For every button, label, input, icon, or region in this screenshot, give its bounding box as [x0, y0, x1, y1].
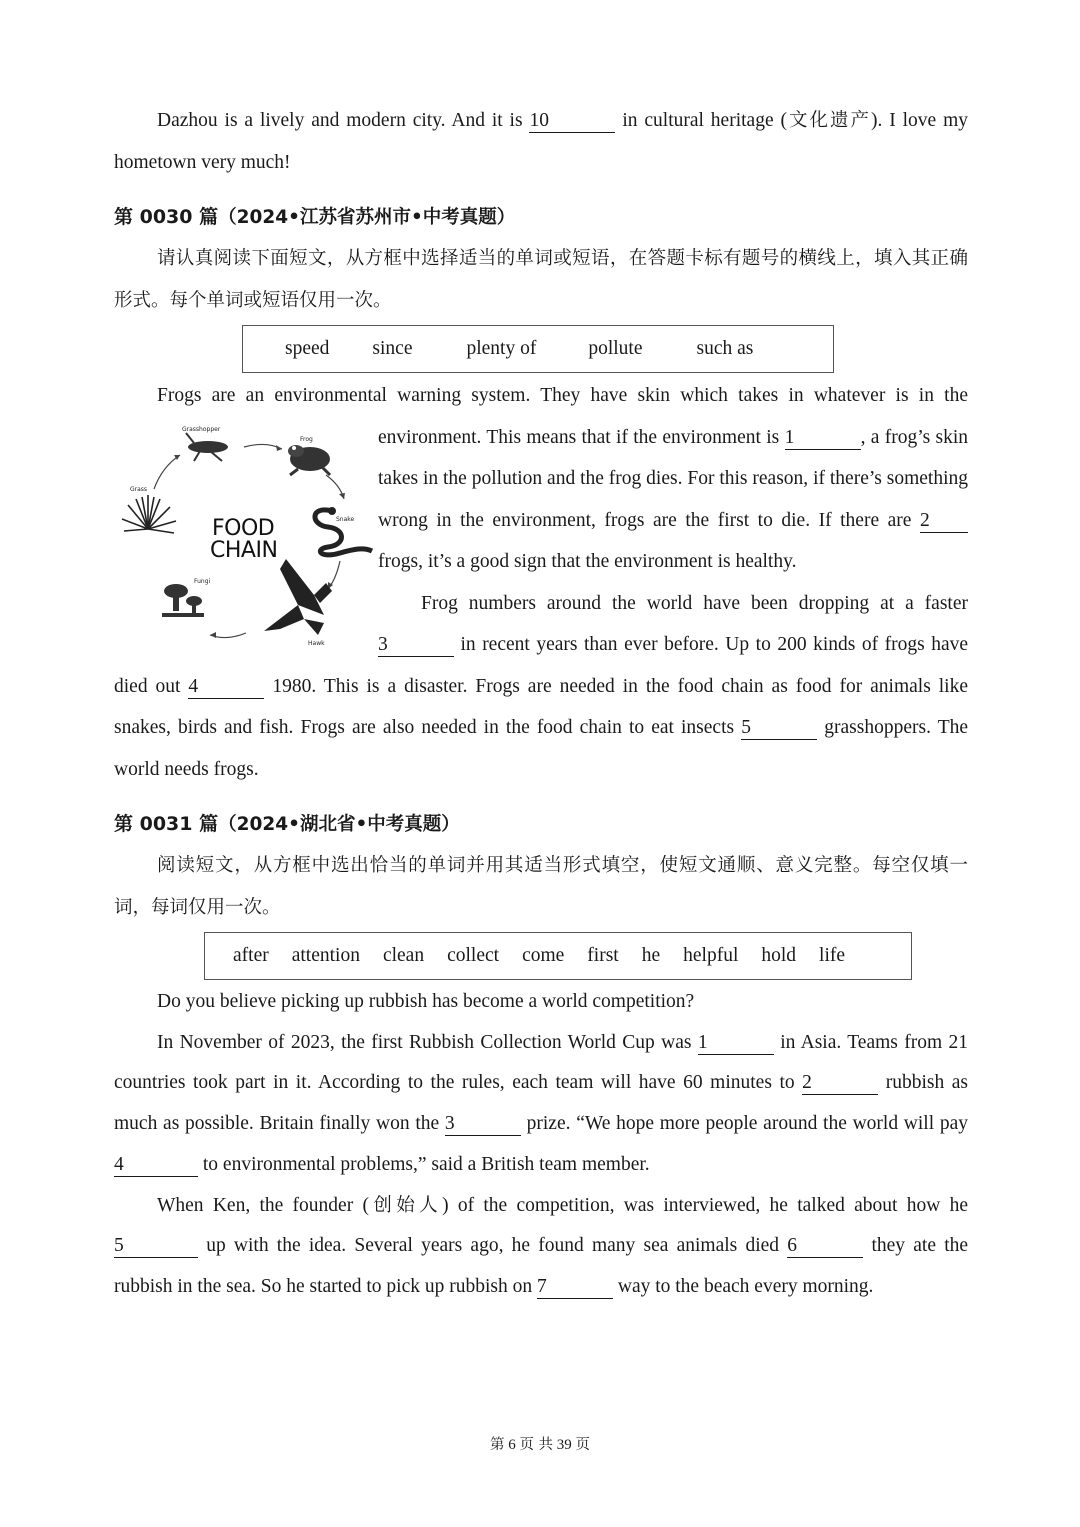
grasshopper-icon — [186, 433, 228, 461]
text-run: ). I love my hometown very much! — [114, 110, 969, 173]
text-run: they ate the rubbish in the sea. So he started to pick up rubbish on — [114, 1235, 969, 1298]
instruction-0031: 阅读短文，从方框中选出恰当的单词并用其适当形式填空，使短文通顺、意义完整。每空仅填一词，每词仅用一次。 — [114, 855, 968, 918]
label-fungi: Fungi — [194, 577, 211, 585]
page-number: 6 — [508, 1437, 516, 1453]
word-bank-0030 — [242, 325, 834, 373]
word-option: such as — [696, 338, 754, 359]
answer-blank[interactable]: 6 — [787, 1235, 863, 1258]
word-option: collect — [447, 945, 500, 966]
word-option: hold — [761, 945, 797, 966]
answer-blank[interactable]: 10 — [529, 110, 615, 133]
hawk-icon — [264, 559, 332, 635]
text-run: rubbish as much as possible. Britain finally won the — [114, 1072, 969, 1135]
word-option: life — [819, 945, 846, 966]
answer-blank[interactable]: 2 — [920, 510, 968, 533]
word-option: pollute — [588, 338, 643, 359]
label-hawk: Hawk — [308, 639, 325, 647]
answer-blank[interactable]: 5 — [741, 717, 817, 740]
answer-blank[interactable]: 4 — [188, 676, 264, 699]
word-option: he — [641, 945, 661, 966]
word-option: since — [372, 338, 413, 359]
text-run: in recent years than ever before. Up to 200 kinds of frogs have died out — [114, 634, 969, 697]
arrow — [154, 455, 180, 489]
word-option: attention — [291, 945, 360, 966]
figure-title-line2: CHAIN — [210, 537, 278, 563]
text-run: grasshoppers. The world needs frogs. — [114, 717, 969, 780]
figure-wrap — [114, 419, 378, 655]
text-run: In November of 2023, the first Rubbish Collection World Cup was — [157, 1031, 692, 1053]
answer-blank[interactable]: 3 — [445, 1113, 521, 1136]
answer-blank[interactable]: 3 — [378, 634, 454, 657]
answer-blank[interactable]: 1 — [698, 1032, 774, 1055]
section-source: （2024•江苏省苏州市•中考真题） — [218, 207, 516, 228]
word-option: come — [522, 945, 565, 966]
document-page — [114, 100, 968, 1308]
question-0031: Do you believe picking up rubbish has become a world competition? — [157, 991, 695, 1012]
footer-text: 页 — [575, 1437, 591, 1453]
text-run: frogs, it’s a good sign that the environment is healthy. — [378, 551, 797, 572]
text-run: to environmental problems,” said a British team member. — [202, 1153, 650, 1175]
food-chain-figure — [114, 419, 378, 655]
answer-blank[interactable]: 1 — [785, 427, 861, 450]
page-total: 39 — [556, 1437, 572, 1453]
frog-icon — [288, 445, 330, 475]
answer-blank[interactable]: 4 — [114, 1154, 198, 1177]
section-heading-0031 — [114, 804, 968, 845]
word-option: after — [233, 945, 269, 966]
page-footer — [0, 1433, 1080, 1454]
text-run: When Ken, the founder ( — [157, 1194, 369, 1216]
fungi-icon — [162, 584, 204, 617]
footer-text: 第 — [489, 1437, 505, 1453]
label-grass: Grass — [130, 485, 148, 493]
word-option: speed — [285, 338, 330, 359]
chinese-gloss: 文化遗产 — [786, 110, 872, 131]
word-bank-0031 — [204, 932, 912, 980]
section-heading-0030 — [114, 197, 968, 238]
chinese-gloss: 创始人 — [368, 1194, 443, 1216]
text-run: prize. “We hope more people around the world will pay — [526, 1113, 969, 1135]
figure-title-line1: FOOD — [212, 515, 275, 541]
word-option: plenty of — [466, 338, 537, 359]
text-run: Frog numbers around the world have been dropping at a faster — [421, 592, 968, 614]
footer-text: 页 共 — [519, 1437, 554, 1453]
word-option: first — [587, 945, 619, 966]
intro-paragraph — [114, 100, 968, 183]
text-run: 1980. This is a disaster. Frogs are needed in the food chain as food for animals like snakes, birds and fish. Frogs are also needed in the food chain to eat insects — [114, 675, 969, 738]
section-number: 第 0031 篇 — [114, 813, 219, 835]
label-snake: Snake — [336, 515, 355, 523]
text-run: , a frog’s skin takes in the pollution and the frog dies. For this reason, if there’s something wrong in the environment, frogs are the first to die. If there are — [378, 426, 969, 531]
word-option: clean — [382, 945, 425, 966]
answer-blank[interactable]: 7 — [537, 1276, 613, 1299]
passage-0031-para2 — [114, 1186, 968, 1308]
section-source: （2024•湖北省•中考真题） — [218, 814, 460, 835]
text-run: Frogs are an environmental warning system. They have skin which takes in whatever is in the environment. This means that if the environment is — [157, 385, 968, 448]
section-number: 第 0030 篇 — [114, 206, 219, 228]
answer-blank[interactable]: 2 — [802, 1072, 878, 1095]
text-run: ) of the competition, was interviewed, he talked about how he — [442, 1194, 968, 1216]
text-run: Dazhou is a lively and modern city. And it is — [157, 110, 523, 131]
answer-blank[interactable]: 5 — [114, 1235, 198, 1258]
word-option: helpful — [683, 945, 739, 966]
text-run: in Asia. Teams from 21 countries took part in it. According to the rules, each team will have 60 minutes to — [114, 1031, 968, 1094]
grass-icon — [122, 495, 176, 533]
label-frog: Frog — [300, 435, 313, 443]
text-run: way to the beach every morning. — [617, 1276, 874, 1298]
instruction-0030: 请认真阅读下面短文，从方框中选择适当的单词或短语，在答题卡标有题号的横线上，填入其正确形式。每个单词或短语仅用一次。 — [114, 248, 968, 311]
text-run: up with the idea. Several years ago, he found many sea animals died — [206, 1235, 780, 1257]
passage-0031-para1 — [114, 1023, 968, 1186]
snake-icon — [315, 507, 372, 555]
text-run: in cultural heritage ( — [622, 110, 787, 131]
label-grasshopper: Grasshopper — [182, 425, 221, 433]
